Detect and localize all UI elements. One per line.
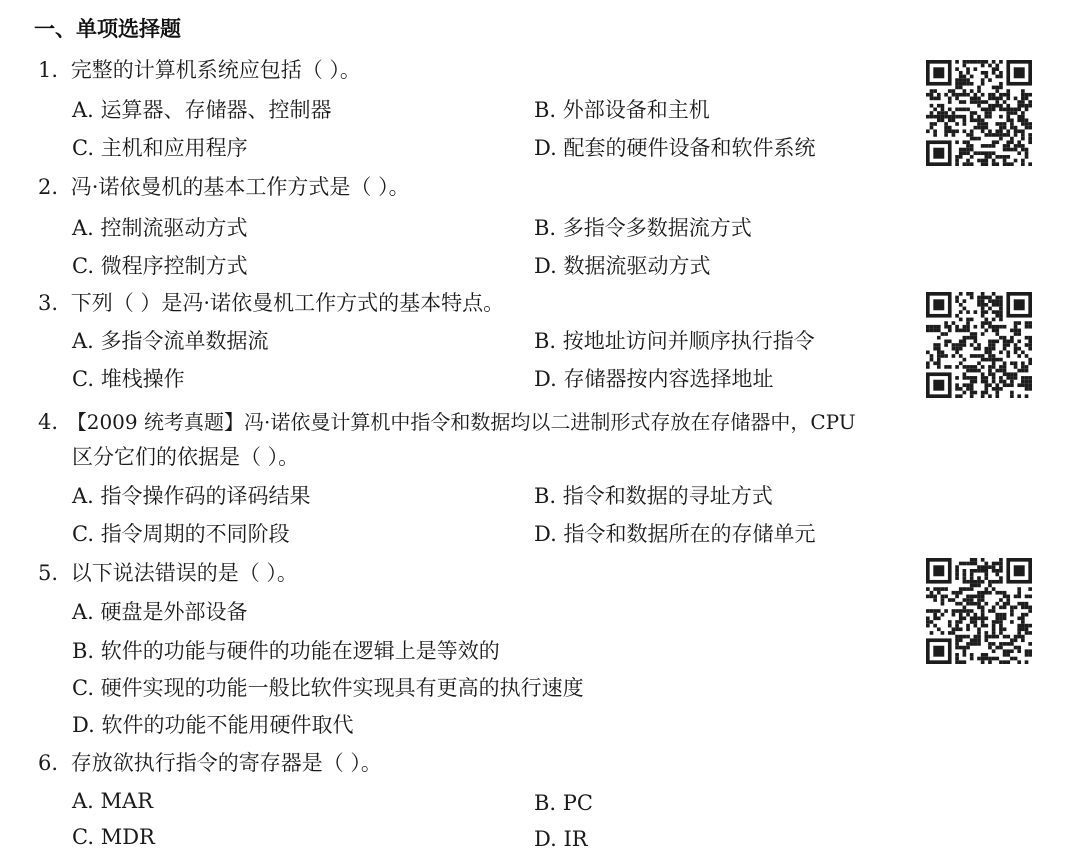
question-3 xyxy=(38,288,504,318)
option-3a: A. 多指令流单数据流 xyxy=(72,329,269,353)
option-4a: A. 指令操作码的译码结果 xyxy=(72,484,311,508)
option-2b: B. 多指令多数据流方式 xyxy=(534,216,752,240)
option-4d: D. 指令和数据所在的存储单元 xyxy=(534,522,816,546)
question-stem: 完整的计算机系统应包括（ ）。 xyxy=(70,58,361,82)
option-1c: C. 主机和应用程序 xyxy=(72,136,248,160)
question-5 xyxy=(38,558,298,588)
option-2a: A. 控制流驱动方式 xyxy=(72,216,248,240)
qr-code-graphic xyxy=(926,60,1032,166)
option-2c: C. 微程序控制方式 xyxy=(72,254,248,278)
option-1a: A. 运算器、存储器、控制器 xyxy=(72,98,332,122)
question-stem: 以下说法错误的是（ ）。 xyxy=(70,561,298,585)
option-6b: B. PC xyxy=(534,791,593,815)
option-5c: C. 硬件实现的功能一般比软件实现具有更高的执行速度 xyxy=(72,676,584,700)
qr-code-icon[interactable] xyxy=(926,558,1032,664)
qr-code-icon[interactable] xyxy=(926,60,1032,166)
question-number: 5. xyxy=(38,561,59,585)
option-5d: D. 软件的功能不能用硬件取代 xyxy=(72,713,354,737)
question-6 xyxy=(38,748,382,778)
qr-code-graphic xyxy=(926,292,1032,398)
option-1b: B. 外部设备和主机 xyxy=(534,98,710,122)
option-6c: C. MDR xyxy=(72,825,155,849)
question-stem: 存放欲执行指令的寄存器是（ ）。 xyxy=(70,751,382,775)
option-5b: B. 软件的功能与硬件的功能在逻辑上是等效的 xyxy=(72,639,500,663)
section-title: 一、单项选择题 xyxy=(34,16,181,41)
option-4c: C. 指令周期的不同阶段 xyxy=(72,522,290,546)
question-stem: 下列（ ）是冯·诺依曼机工作方式的基本特点。 xyxy=(70,291,505,315)
question-stem: 【2009 统考真题】冯·诺依曼计算机中指令和数据均以二进制形式存放在存储器中，CPU xyxy=(66,410,856,434)
option-6d: D. IR xyxy=(534,827,588,851)
option-3b: B. 按地址访问并顺序执行指令 xyxy=(534,329,815,353)
question-2 xyxy=(38,172,410,202)
option-3c: C. 堆栈操作 xyxy=(72,367,185,391)
option-2d: D. 数据流驱动方式 xyxy=(534,254,711,278)
question-number: 6. xyxy=(38,751,59,775)
question-number: 2. xyxy=(38,175,59,199)
question-1 xyxy=(38,55,361,85)
question-number: 1. xyxy=(38,58,59,82)
option-4b: B. 指令和数据的寻址方式 xyxy=(534,484,773,508)
qr-code-graphic xyxy=(926,558,1032,664)
question-4-stem-line2: 区分它们的依据是（ ）。 xyxy=(72,445,300,469)
option-6a: A. MAR xyxy=(72,789,154,813)
option-3d: D. 存储器按内容选择地址 xyxy=(534,367,774,391)
question-4 xyxy=(38,407,856,437)
qr-code-icon[interactable] xyxy=(926,292,1032,398)
option-5a: A. 硬盘是外部设备 xyxy=(72,600,248,624)
question-number: 4. xyxy=(38,410,59,434)
question-number: 3. xyxy=(38,291,59,315)
question-stem: 冯·诺依曼机的基本工作方式是（ ）。 xyxy=(70,175,410,199)
option-1d: D. 配套的硬件设备和软件系统 xyxy=(534,136,816,160)
